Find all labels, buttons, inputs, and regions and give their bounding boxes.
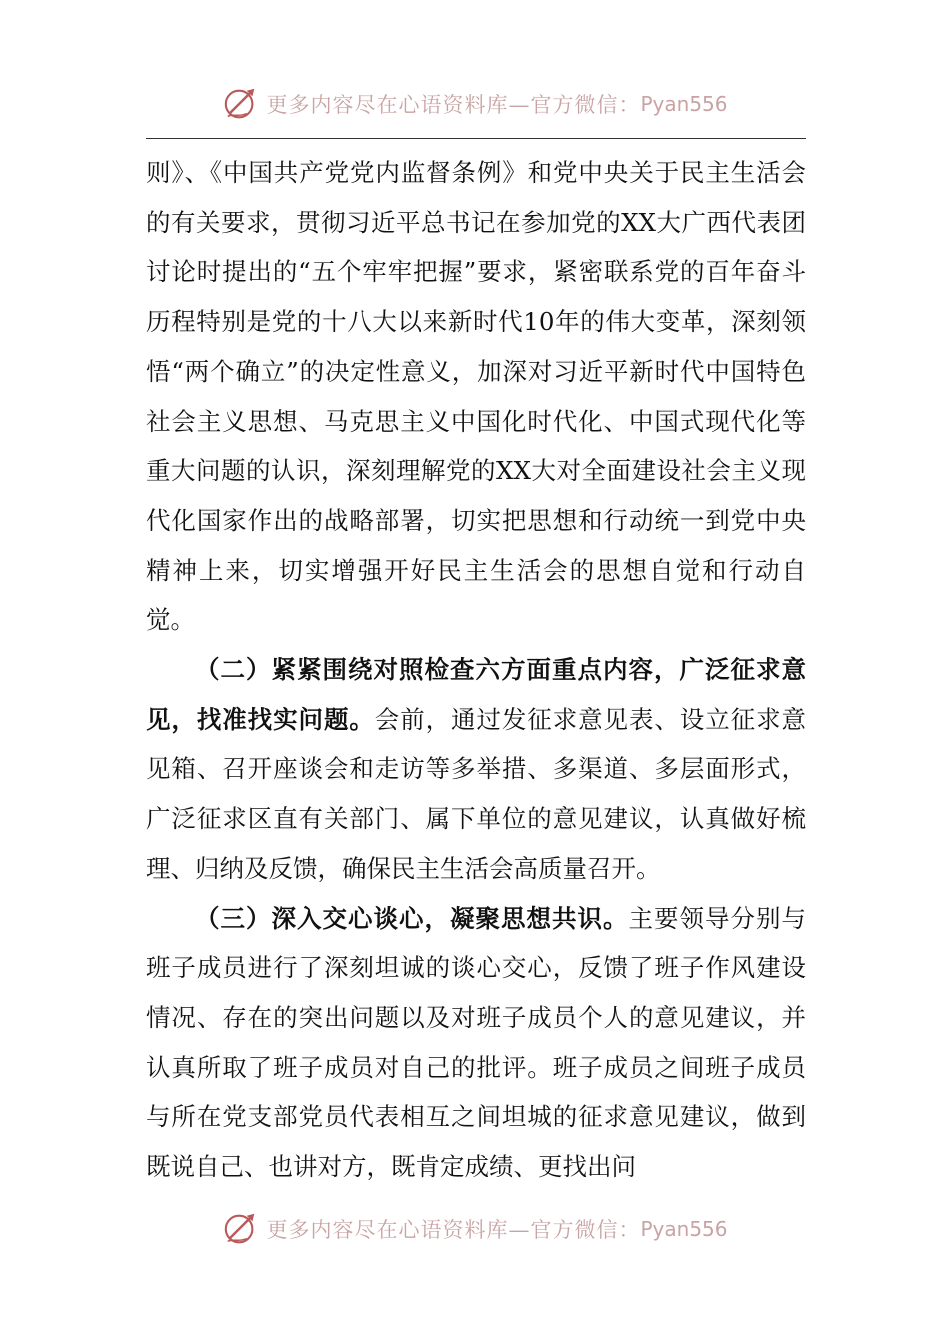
header-banner: [0, 82, 950, 126]
paragraph-2-text: 会前，通过发征求意见表、设立征求意见箱、召开座谈会和走访等多举措、多渠道、多层面形式，广泛征求区直有关部门、属下单位的意见建议，认真做好梳理、归纳及反馈，确保民主生活会高质量召开。: [146, 704, 806, 883]
document-body: [146, 148, 806, 1192]
footer-banner-id: Pyan556: [640, 1217, 728, 1241]
paragraph-2-heading: （二）紧紧围绕对照检查六方面重点内容，广泛征求意见，找准找实问题。: [146, 655, 806, 734]
paragraph-3-text: 主要领导分别与班子成员进行了深刻坦诚的谈心交心，反馈了班子作风建设情况、存在的突出问题以及对班子成员个人的意见建议，并认真所取了班子成员对自己的批评。班子成员之间班子成员与所在党支部党员代表相互之间坦城的征求意见建议，做到既说自己、也讲对方，既肯定成绩、更找出问: [146, 903, 806, 1182]
header-banner-id: Pyan556: [640, 92, 728, 116]
pen-logo-icon: [222, 1210, 260, 1248]
paragraph-1: 则》、《中国共产党党内监督条例》和党中央关于民主生活会的有关要求，贯彻习近平总书记在参加党的XX大广西代表团讨论时提出的“五个牢牢把握”要求，紧密联系党的百年奋斗历程特别是党的十八大以来新时代10年的伟大变革，深刻领悟“两个确立”的决定性意义，加深对习近平新时代中国特色社会主义思想、马克思主义中国化时代化、中国式现代化等重大问题的认识，深刻理解党的XX大对全面建设社会主义现代化国家作出的战略部署，切实把思想和行动统一到党中央精神上来，切实增强开好民主生活会的思想自觉和行动自觉。: [146, 158, 806, 635]
paragraph-2: [146, 645, 806, 894]
pen-logo-icon: [222, 85, 260, 123]
header-banner-text: 更多内容尽在心语资料库—官方微信：: [266, 93, 641, 117]
footer-banner: [0, 1207, 950, 1251]
paragraph-3-heading: （三）深入交心谈心，凝聚思想共识。: [195, 903, 629, 933]
paragraph-3: [146, 894, 806, 1192]
footer-banner-text: 更多内容尽在心语资料库—官方微信：: [266, 1218, 641, 1242]
header-divider: [146, 138, 806, 139]
